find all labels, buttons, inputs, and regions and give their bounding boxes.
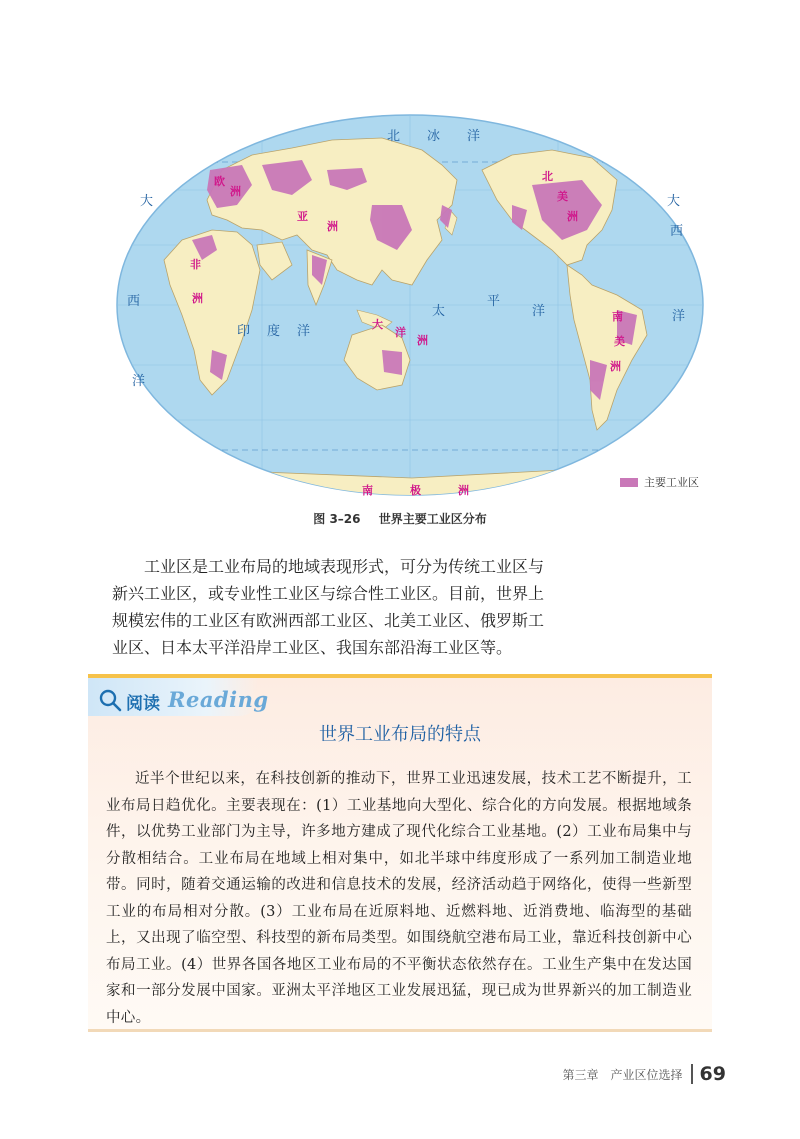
label-pacific-1: 太 xyxy=(432,304,446,319)
label-atlantic-w-1: 大 xyxy=(140,194,154,209)
page-footer xyxy=(563,1063,726,1085)
label-asia-1: 亚 xyxy=(297,210,308,223)
legend-swatch xyxy=(620,478,638,487)
label-oceania-2: 洋 xyxy=(395,326,406,339)
label-europe-2: 洲 xyxy=(230,185,241,198)
label-asia-2: 洲 xyxy=(327,220,338,233)
label-antarctica-3: 洲 xyxy=(458,484,469,497)
label-na-3: 洲 xyxy=(567,210,578,223)
label-africa-1: 非 xyxy=(190,258,201,271)
label-oceania-3: 洲 xyxy=(417,334,428,347)
label-indian-1: 印 xyxy=(237,324,251,339)
reading-text: 近半个世纪以来，在科技创新的推动下，世界工业迅速发展，技术工艺不断提升，工业布局日趋优化。主要表现在：(1）工业基地向大型化、综合化的方向发展。根据地域条件，以优势工业部门为主导，许多地方建成了现代化综合工业基地。(2）工业布局集中与分散相结合。工业布局在地域上相对集中，如北半球中纬度形成了一系列加工制造业地带。同时，随着交通运输的改进和信息技术的发展，经济活动趋于网络化，使得一些新型工业的布局相对分散。(3）工业布局在近原料地、近燃料地、近消费地、临海型的基础上，又出现了临空型、科技型的新布局类型。如围绕航空港布局工业，靠近科技创新中心布局工业。(4）世界各国各地区工业布局的不平衡状态依然存在。工业生产集中在发达国家和一部分发展中国家。亚洲太平洋地区工业发展迅猛，现已成为世界新兴的加工制造业中心。 xyxy=(106,771,692,1026)
label-arctic-1: 北 xyxy=(387,129,401,144)
label-sa-3: 洲 xyxy=(610,360,621,373)
footer-divider xyxy=(691,1064,693,1084)
figure-number: 图 3–26 xyxy=(313,512,361,526)
reading-body xyxy=(106,766,692,1031)
label-europe-1: 欧 xyxy=(214,175,225,188)
label-atlantic-e-2: 西 xyxy=(670,224,684,239)
page-number: 69 xyxy=(699,1063,726,1085)
label-atlantic-w-2: 西 xyxy=(127,294,141,309)
label-arctic-3: 洋 xyxy=(467,129,481,144)
chapter-title: 第三章 产业区位选择 xyxy=(562,1067,683,1082)
figure-caption xyxy=(0,510,800,527)
label-antarctica-1: 南 xyxy=(362,484,373,497)
label-antarctica-2: 极 xyxy=(410,484,421,497)
label-sa-2: 美 xyxy=(614,335,625,348)
label-na-2: 美 xyxy=(557,190,568,203)
label-atlantic-w-3: 洋 xyxy=(132,374,146,389)
reading-label-en: Reading xyxy=(168,687,269,712)
reading-box xyxy=(88,674,712,1032)
world-industry-map xyxy=(112,110,708,500)
label-na-1: 北 xyxy=(542,170,553,183)
figure-title: 世界主要工业区分布 xyxy=(378,512,487,526)
label-oceania-1: 大 xyxy=(372,318,383,331)
reading-title: 世界工业布局的特点 xyxy=(319,724,481,745)
label-sa-1: 南 xyxy=(612,310,623,323)
label-arctic-2: 冰 xyxy=(427,129,441,144)
body-paragraph xyxy=(112,553,544,661)
reading-bottom-rule xyxy=(88,1029,712,1032)
search-icon xyxy=(98,688,122,712)
label-africa-2: 洲 xyxy=(192,292,203,305)
label-atlantic-e-3: 洋 xyxy=(672,309,686,324)
label-indian-3: 洋 xyxy=(297,324,311,339)
label-pacific-2: 平 xyxy=(487,294,501,309)
label-indian-2: 度 xyxy=(267,324,281,339)
reading-label: 阅读 xyxy=(126,694,160,714)
paragraph-text: 工业区是工业布局的地域表现形式，可分为传统工业区与新兴工业区，或专业性工业区与综合性工业区。目前，世界上规模宏伟的工业区有欧洲西部工业区、北美工业区、俄罗斯工业区、日本太平洋沿岸工业区、我国东部沿海工业区等。 xyxy=(112,557,545,657)
label-atlantic-e-1: 大 xyxy=(667,194,681,209)
reading-tab xyxy=(88,678,269,716)
legend-label: 主要工业区 xyxy=(644,476,699,489)
map-legend xyxy=(620,474,699,490)
label-pacific-3: 洋 xyxy=(532,304,546,319)
